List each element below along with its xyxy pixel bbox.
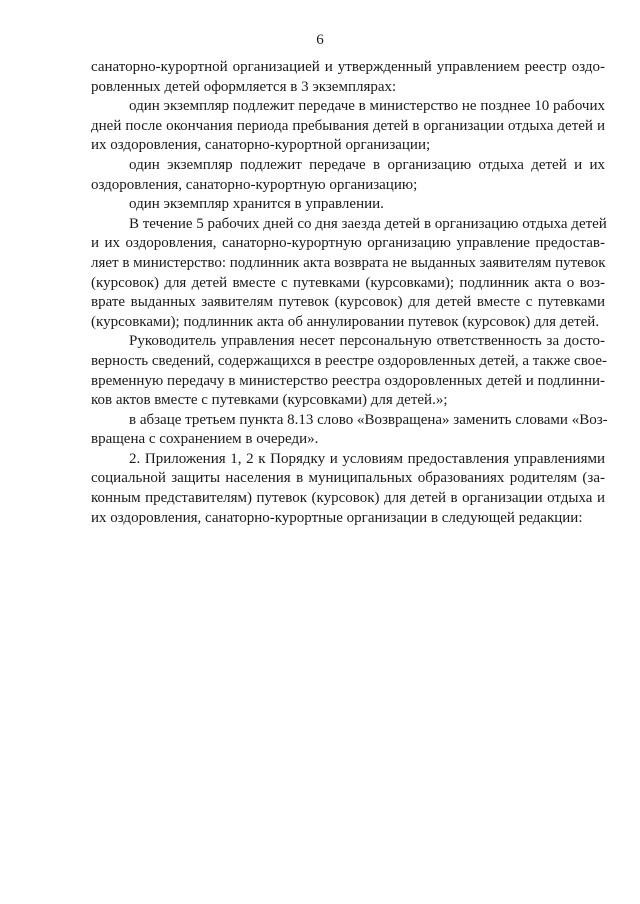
paragraph-copy-organization — [91, 156, 605, 195]
text-line: социальной защиты населения в муниципальных образованиях родителям (за- — [91, 470, 605, 487]
text-line: (курсовками); подлинник акта об аннулировании путевок (курсовок) для детей. — [91, 313, 600, 330]
text-line: один экземпляр хранится в управлении. — [129, 196, 384, 213]
text-line: Руководитель управления несет персональную ответственность за досто- — [129, 333, 605, 350]
text-line: оздоровления, санаторно-курортную организацию; — [91, 176, 418, 193]
text-line: их оздоровления, санаторно-курортной организации; — [91, 137, 431, 154]
text-line: дней после окончания периода пребывания детей в организации отдыха детей и — [91, 117, 605, 134]
paragraph-copy-management — [91, 195, 605, 215]
text-line: один экземпляр подлежит передаче в организацию отдыха детей и их — [129, 156, 605, 173]
text-line: верность сведений, содержащихся в реестре оздоровленных детей, а также свое- — [91, 352, 608, 369]
text-line: врате выданных заявителям путевок (курсовок) для детей вместе с путевками — [91, 294, 605, 311]
paragraph-appendices — [91, 450, 605, 528]
text-line: (курсовок) для детей вместе с путевками (курсовками); подлинник акта о воз- — [91, 274, 605, 291]
text-line: в абзаце третьем пункта 8.13 слово «Возвращена» заменить словами «Воз- — [129, 411, 608, 428]
text-line: ровленных детей оформляется в 3 экземплярах: — [91, 78, 397, 95]
text-line: вращена с сохранением в очереди». — [91, 431, 319, 448]
text-line: санаторно-курортной организацией и утвержденный управлением реестр оздо- — [91, 59, 605, 75]
document-body — [91, 58, 608, 528]
paragraph-amendment-8-13 — [91, 411, 608, 450]
text-line: и их оздоровления, санаторно-курортную организацию управление предостав- — [91, 235, 605, 252]
text-line: их оздоровления, санаторно-курортные организации в следующей редакции: — [91, 509, 583, 526]
text-line: ляет в министерство: подлинник акта возврата не выданных заявителям путевок — [91, 254, 606, 271]
paragraph-five-days — [91, 215, 605, 333]
text-line: ков актов вместе с путевками (курсовками) для детей.»; — [91, 392, 448, 409]
text-line: 2. Приложения 1, 2 к Порядку и условиям предоставления управлениями — [129, 450, 605, 467]
text-line: конным представителям) путевок (курсовок) для детей в организации отдыха и — [91, 490, 605, 507]
paragraph-copy-ministry — [91, 97, 605, 156]
text-line: временную передачу в министерство реестра оздоровленных детей и подлинни- — [91, 372, 605, 389]
paragraph-registry-intro — [91, 58, 605, 97]
paragraph-responsibility — [91, 332, 608, 410]
text-line: В течение 5 рабочих дней со дня заезда детей в организацию отдыха детей — [129, 215, 607, 232]
page-number: 6 — [316, 32, 324, 48]
text-line: один экземпляр подлежит передаче в министерство не позднее 10 рабочих — [129, 98, 605, 115]
